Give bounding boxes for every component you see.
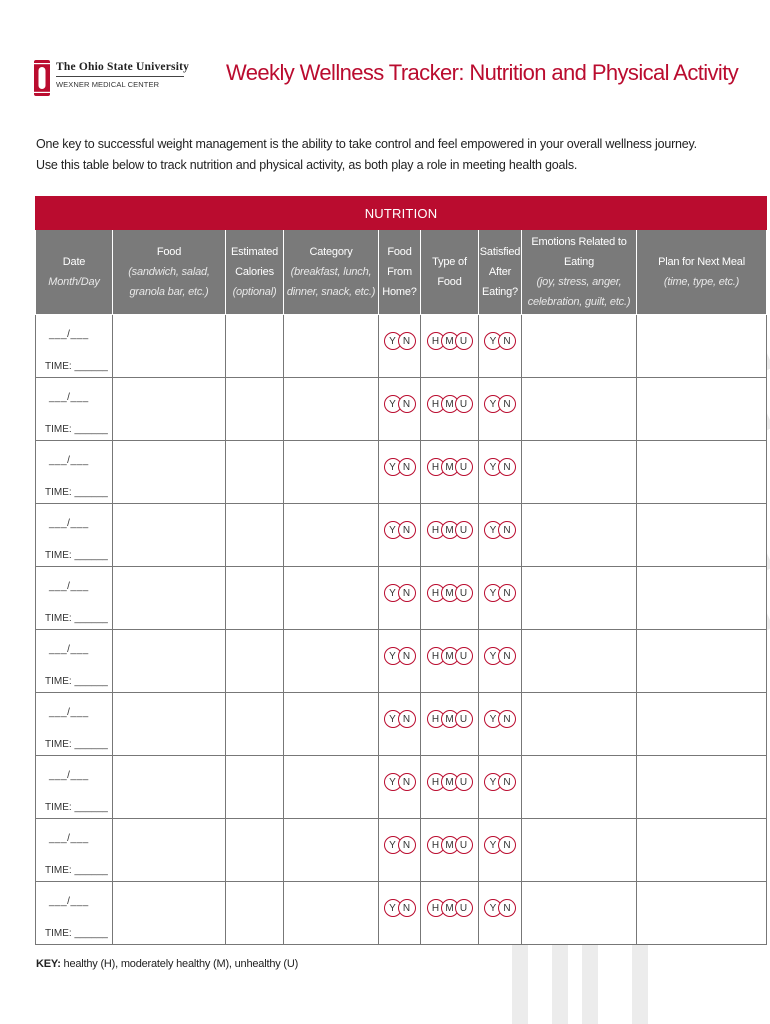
moderate-option[interactable]: M — [441, 710, 459, 728]
page-title: Weekly Wellness Tracker: Nutrition and Physical Activity — [226, 60, 739, 85]
calories-cell[interactable] — [226, 441, 284, 504]
category-cell[interactable] — [284, 315, 379, 378]
calories-cell[interactable] — [226, 378, 284, 441]
moderate-option[interactable]: M — [441, 521, 459, 539]
next-meal-cell[interactable] — [637, 567, 767, 630]
next-meal-cell[interactable] — [637, 882, 767, 945]
unhealthy-option[interactable]: U — [455, 458, 473, 476]
no-option[interactable]: N — [398, 647, 416, 665]
type-of-food-cell — [421, 504, 479, 567]
column-header-row — [36, 230, 767, 315]
time-blank: TIME: ______ — [45, 865, 108, 876]
unhealthy-option[interactable]: U — [455, 773, 473, 791]
yes-option[interactable]: Y — [384, 710, 402, 728]
healthy-option[interactable]: H — [427, 773, 445, 791]
yes-option[interactable]: Y — [484, 584, 502, 602]
time-blank: TIME: ______ — [45, 613, 108, 624]
emotions-cell[interactable] — [522, 882, 637, 945]
column-header-1 — [113, 230, 226, 315]
no-option[interactable]: N — [398, 773, 416, 791]
healthy-option[interactable]: H — [427, 584, 445, 602]
no-option[interactable]: N — [498, 332, 516, 350]
date-cell[interactable] — [36, 693, 113, 756]
type-of-food-cell — [421, 882, 479, 945]
date-cell[interactable] — [36, 378, 113, 441]
nutrition-section-header: NUTRITION — [36, 197, 767, 230]
intro-line-2: Use this table below to track nutrition and physical activity, as both play a role in meeting health goals. — [36, 158, 578, 172]
intro-text — [36, 134, 736, 176]
moderate-option[interactable]: M — [441, 332, 459, 350]
column-header-title: Date — [62, 256, 86, 268]
healthy-option[interactable]: H — [427, 710, 445, 728]
date-cell[interactable] — [36, 819, 113, 882]
food-from-home-cell — [379, 819, 421, 882]
no-option[interactable]: N — [398, 332, 416, 350]
moderate-option[interactable]: M — [441, 458, 459, 476]
satisfied-cell — [479, 882, 522, 945]
key-text: healthy (H), moderately healthy (M), unhealthy (U) — [60, 958, 299, 970]
food-from-home-cell — [379, 630, 421, 693]
table-row — [36, 315, 767, 378]
table-row — [36, 693, 767, 756]
no-option[interactable]: N — [498, 773, 516, 791]
category-cell[interactable] — [284, 504, 379, 567]
yes-option[interactable]: Y — [484, 332, 502, 350]
satisfied-cell — [479, 504, 522, 567]
date-blank: ___/___ — [49, 455, 89, 466]
type-of-food-cell — [421, 378, 479, 441]
unhealthy-option[interactable]: U — [455, 710, 473, 728]
table-row — [36, 819, 767, 882]
emotions-cell[interactable] — [522, 819, 637, 882]
no-option[interactable]: N — [398, 521, 416, 539]
satisfied-cell — [479, 630, 522, 693]
healthy-option[interactable]: H — [427, 899, 445, 917]
food-cell[interactable] — [113, 693, 226, 756]
emotions-cell[interactable] — [522, 441, 637, 504]
yes-option[interactable]: Y — [484, 395, 502, 413]
emotions-cell[interactable] — [522, 693, 637, 756]
column-header-title: Plan for Next Meal — [658, 256, 745, 268]
time-blank: TIME: ______ — [45, 361, 108, 372]
no-option[interactable]: N — [398, 395, 416, 413]
food-cell[interactable] — [113, 504, 226, 567]
column-header-title: Food — [156, 246, 182, 258]
table-row — [36, 441, 767, 504]
next-meal-cell[interactable] — [637, 693, 767, 756]
column-header-title: Type of Food — [432, 256, 467, 288]
yes-option[interactable]: Y — [484, 773, 502, 791]
column-header-0 — [36, 230, 113, 315]
type-of-food-cell — [421, 567, 479, 630]
next-meal-cell[interactable] — [637, 504, 767, 567]
emotions-cell[interactable] — [522, 315, 637, 378]
date-blank: ___/___ — [49, 581, 89, 592]
moderate-option[interactable]: M — [441, 395, 459, 413]
key-label: KEY: — [36, 958, 61, 970]
moderate-option[interactable]: M — [441, 773, 459, 791]
emotions-cell[interactable] — [522, 756, 637, 819]
type-of-food-cell — [421, 441, 479, 504]
column-header-hint: Month/Day — [48, 276, 100, 288]
yes-option[interactable]: Y — [384, 458, 402, 476]
healthy-option[interactable]: H — [427, 395, 445, 413]
column-header-title: Emotions Related to Eating — [531, 236, 627, 268]
osu-logo — [34, 60, 189, 96]
date-cell[interactable] — [36, 567, 113, 630]
next-meal-cell[interactable] — [637, 378, 767, 441]
no-option[interactable]: N — [498, 899, 516, 917]
food-cell[interactable] — [113, 378, 226, 441]
food-cell[interactable] — [113, 882, 226, 945]
satisfied-cell — [479, 756, 522, 819]
no-option[interactable]: N — [398, 710, 416, 728]
category-cell[interactable] — [284, 378, 379, 441]
yes-option[interactable]: Y — [484, 647, 502, 665]
category-cell[interactable] — [284, 567, 379, 630]
no-option[interactable]: N — [498, 458, 516, 476]
column-header-hint: (breakfast, lunch, dinner, snack, etc.) — [286, 266, 376, 298]
yes-option[interactable]: Y — [484, 899, 502, 917]
satisfied-cell — [479, 819, 522, 882]
yes-option[interactable]: Y — [384, 395, 402, 413]
moderate-option[interactable]: M — [441, 584, 459, 602]
calories-cell[interactable] — [226, 693, 284, 756]
calories-cell[interactable] — [226, 315, 284, 378]
date-blank: ___/___ — [49, 707, 89, 718]
intro-line-1: One key to successful weight management is the ability to take control and feel empowered in your overall wellness journey. — [36, 137, 697, 151]
time-blank: TIME: ______ — [45, 424, 108, 435]
no-option[interactable]: N — [498, 521, 516, 539]
category-cell[interactable] — [284, 756, 379, 819]
column-header-title: Satisfied After Eating? — [479, 246, 521, 298]
food-cell[interactable] — [113, 819, 226, 882]
next-meal-cell[interactable] — [637, 315, 767, 378]
food-from-home-cell — [379, 504, 421, 567]
unhealthy-option[interactable]: U — [455, 647, 473, 665]
yes-option[interactable]: Y — [384, 773, 402, 791]
block-o-icon — [34, 60, 50, 96]
table-row — [36, 504, 767, 567]
food-from-home-cell — [379, 693, 421, 756]
no-option[interactable]: N — [398, 584, 416, 602]
food-cell[interactable] — [113, 630, 226, 693]
date-blank: ___/___ — [49, 329, 89, 340]
satisfied-cell — [479, 441, 522, 504]
table-row — [36, 882, 767, 945]
calories-cell[interactable] — [226, 819, 284, 882]
food-from-home-cell — [379, 315, 421, 378]
date-blank: ___/___ — [49, 896, 89, 907]
logo-divider — [56, 76, 184, 77]
no-option[interactable]: N — [498, 710, 516, 728]
column-header-6 — [479, 230, 522, 315]
column-header-title: Category — [309, 246, 353, 258]
food-from-home-cell — [379, 378, 421, 441]
food-from-home-cell — [379, 882, 421, 945]
unhealthy-option[interactable]: U — [455, 521, 473, 539]
unhealthy-option[interactable]: U — [455, 836, 473, 854]
table-row — [36, 378, 767, 441]
table-row — [36, 756, 767, 819]
column-header-hint: (time, type, etc.) — [663, 276, 740, 288]
table-row — [36, 567, 767, 630]
time-blank: TIME: ______ — [45, 802, 108, 813]
calories-cell[interactable] — [226, 630, 284, 693]
column-header-3 — [284, 230, 379, 315]
time-blank: TIME: ______ — [45, 550, 108, 561]
tracker-rows — [36, 315, 767, 945]
date-cell[interactable] — [36, 504, 113, 567]
time-blank: TIME: ______ — [45, 487, 108, 498]
type-of-food-cell — [421, 693, 479, 756]
yes-option[interactable]: Y — [384, 836, 402, 854]
date-cell[interactable] — [36, 315, 113, 378]
food-from-home-cell — [379, 756, 421, 819]
yes-option[interactable]: Y — [484, 521, 502, 539]
column-header-hint: (joy, stress, anger, celebration, guilt, etc.) — [527, 276, 631, 308]
category-cell[interactable] — [284, 819, 379, 882]
date-cell[interactable] — [36, 756, 113, 819]
healthy-option[interactable]: H — [427, 647, 445, 665]
time-blank: TIME: ______ — [45, 739, 108, 750]
column-header-5 — [421, 230, 479, 315]
yes-option[interactable]: Y — [384, 521, 402, 539]
date-cell[interactable] — [36, 441, 113, 504]
yes-option[interactable]: Y — [484, 710, 502, 728]
calories-cell[interactable] — [226, 882, 284, 945]
next-meal-cell[interactable] — [637, 756, 767, 819]
next-meal-cell[interactable] — [637, 630, 767, 693]
next-meal-cell[interactable] — [637, 441, 767, 504]
emotions-cell[interactable] — [522, 504, 637, 567]
unhealthy-option[interactable]: U — [455, 395, 473, 413]
moderate-option[interactable]: M — [441, 899, 459, 917]
column-header-2 — [226, 230, 284, 315]
emotions-cell[interactable] — [522, 630, 637, 693]
calories-cell[interactable] — [226, 567, 284, 630]
no-option[interactable]: N — [498, 836, 516, 854]
date-blank: ___/___ — [49, 833, 89, 844]
type-of-food-cell — [421, 630, 479, 693]
satisfied-cell — [479, 567, 522, 630]
unhealthy-option[interactable]: U — [455, 584, 473, 602]
yes-option[interactable]: Y — [384, 332, 402, 350]
no-option[interactable]: N — [398, 458, 416, 476]
type-of-food-cell — [421, 756, 479, 819]
unhealthy-option[interactable]: U — [455, 899, 473, 917]
moderate-option[interactable]: M — [441, 836, 459, 854]
yes-option[interactable]: Y — [384, 584, 402, 602]
calories-cell[interactable] — [226, 756, 284, 819]
column-header-title: Estimated Calories — [230, 246, 279, 278]
date-blank: ___/___ — [49, 518, 89, 529]
no-option[interactable]: N — [398, 836, 416, 854]
no-option[interactable]: N — [398, 899, 416, 917]
time-blank: TIME: ______ — [45, 676, 108, 687]
satisfied-cell — [479, 378, 522, 441]
healthy-option[interactable]: H — [427, 332, 445, 350]
no-option[interactable]: N — [498, 395, 516, 413]
food-cell[interactable] — [113, 756, 226, 819]
food-cell[interactable] — [113, 315, 226, 378]
nutrition-table — [35, 196, 767, 945]
date-blank: ___/___ — [49, 770, 89, 781]
yes-option[interactable]: Y — [484, 458, 502, 476]
satisfied-cell — [479, 693, 522, 756]
university-name: The Ohio State University — [56, 61, 190, 73]
satisfied-cell — [479, 315, 522, 378]
yes-option[interactable]: Y — [484, 836, 502, 854]
yes-option[interactable]: Y — [384, 647, 402, 665]
column-header-8 — [637, 230, 767, 315]
type-of-food-cell — [421, 819, 479, 882]
emotions-cell[interactable] — [522, 378, 637, 441]
medical-center-name: WEXNER MEDICAL CENTER — [56, 80, 160, 89]
next-meal-cell[interactable] — [637, 819, 767, 882]
table-row — [36, 630, 767, 693]
food-cell[interactable] — [113, 441, 226, 504]
food-cell[interactable] — [113, 567, 226, 630]
no-option[interactable]: N — [498, 647, 516, 665]
category-cell[interactable] — [284, 693, 379, 756]
yes-option[interactable]: Y — [384, 899, 402, 917]
food-from-home-cell — [379, 567, 421, 630]
date-cell[interactable] — [36, 630, 113, 693]
date-blank: ___/___ — [49, 392, 89, 403]
healthy-option[interactable]: H — [427, 458, 445, 476]
unhealthy-option[interactable]: U — [455, 332, 473, 350]
food-from-home-cell — [379, 441, 421, 504]
column-header-4 — [379, 230, 421, 315]
legend-key — [36, 958, 298, 970]
time-blank: TIME: ______ — [45, 928, 108, 939]
column-header-hint: (sandwich, salad, granola bar, etc.) — [128, 266, 210, 298]
moderate-option[interactable]: M — [441, 647, 459, 665]
column-header-title: Food From Home? — [382, 246, 417, 298]
date-blank: ___/___ — [49, 644, 89, 655]
column-header-7 — [522, 230, 637, 315]
calories-cell[interactable] — [226, 504, 284, 567]
date-cell[interactable] — [36, 882, 113, 945]
healthy-option[interactable]: H — [427, 836, 445, 854]
column-header-hint: (optional) — [232, 286, 277, 298]
category-cell[interactable] — [284, 441, 379, 504]
no-option[interactable]: N — [498, 584, 516, 602]
emotions-cell[interactable] — [522, 567, 637, 630]
healthy-option[interactable]: H — [427, 521, 445, 539]
type-of-food-cell — [421, 315, 479, 378]
category-cell[interactable] — [284, 882, 379, 945]
category-cell[interactable] — [284, 630, 379, 693]
